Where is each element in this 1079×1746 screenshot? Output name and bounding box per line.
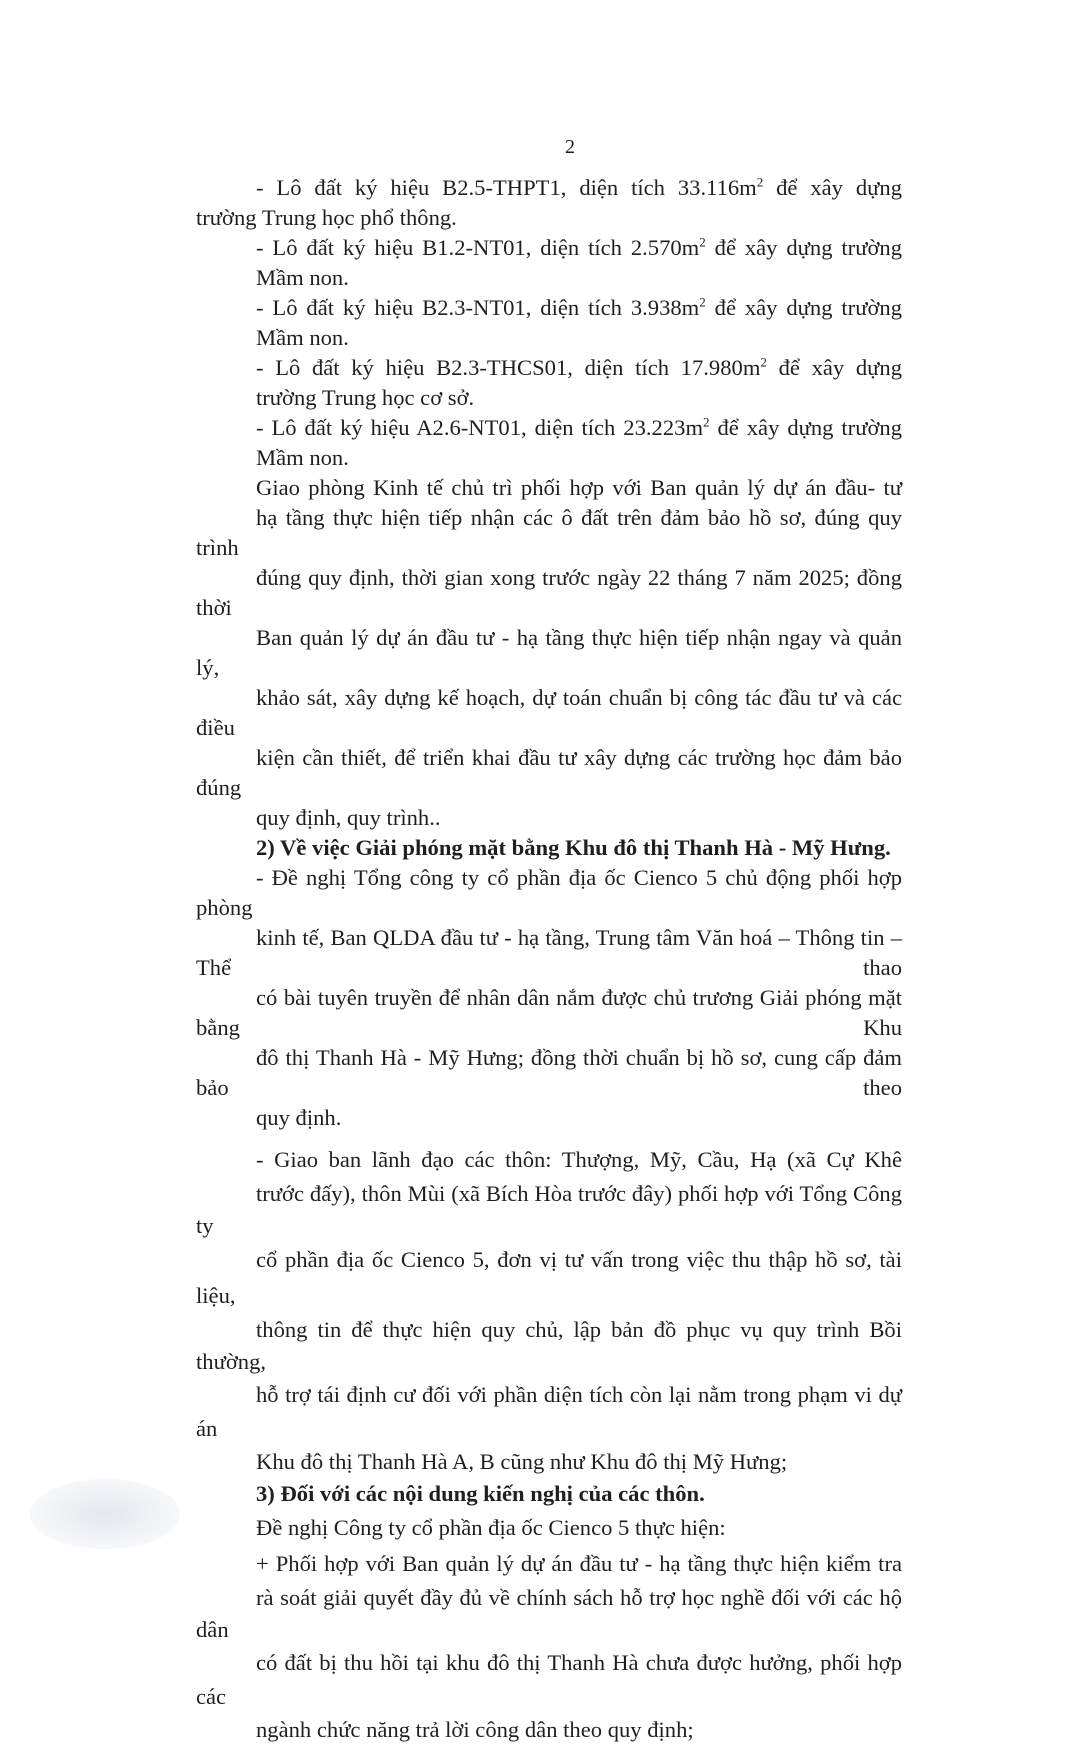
lot-item-line: Mầm non. — [256, 265, 349, 290]
plus-paragraph — [196, 1546, 902, 1746]
lot-item-line: trường Trung học phổ thông. — [196, 205, 457, 230]
paragraph-line: Khu đô thị Thanh Hà A, B cũng như Khu đô thị Mỹ Hưng; — [256, 1449, 788, 1474]
paragraph-line: trước đấy), thôn Mùi (xã Bích Hòa trước đây) phối hợp với Tổng Công ty — [196, 1181, 902, 1238]
document-body — [196, 173, 902, 1746]
paragraph-line: quy định. — [256, 1105, 342, 1130]
paragraph-line: hạ tầng thực hiện tiếp nhận các ô đất trên đảm bảo hồ sơ, đúng quy trình — [196, 505, 902, 560]
paragraph-line: - Giao ban lãnh đạo các thôn: Thượng, Mỹ, Cầu, Hạ (xã Cự Khê — [256, 1147, 902, 1172]
paragraph-line: Ban quản lý dự án đầu tư - hạ tầng thực hiện tiếp nhận ngay và quản lý, — [196, 625, 902, 680]
paragraph-line: thông tin để thực hiện quy chủ, lập bản đồ phục vụ quy trình Bồi thường, — [196, 1317, 902, 1374]
paragraph-line: khảo sát, xây dựng kế hoạch, dự toán chuẩn bị công tác đầu tư và các điều — [196, 685, 902, 740]
paragraph-line: kiện cần thiết, để triển khai đầu tư xây dựng các trường học đảm bảo đúng — [196, 745, 902, 800]
lot-item-line: Mầm non. — [256, 325, 349, 350]
paragraph-line: + Phối hợp với Ban quản lý dự án đầu tư - hạ tầng thực hiện kiểm tra — [256, 1551, 902, 1576]
paragraph-line: kinh tế, Ban QLDA đầu tư - hạ tầng, Trung tâm Văn hoá – Thông tin – Thể thao — [196, 925, 902, 980]
paragraph-line: cổ phần địa ốc Cienco 5, đơn vị tư vấn trong việc thu thập hồ sơ, tài liệu, — [196, 1247, 902, 1308]
lot-item-2 — [196, 233, 902, 293]
lot-item-4 — [196, 353, 902, 413]
cienco-paragraph — [196, 863, 902, 1133]
paragraph-line: ngành chức năng trả lời công dân theo quy định; — [256, 1717, 694, 1742]
paragraph-line: có bài tuyên truyền để nhân dân nắm được chủ trương Giải phóng mặt bằng Khu — [196, 985, 902, 1040]
lot-item-5 — [196, 413, 902, 473]
villages-paragraph — [196, 1142, 902, 1478]
paragraph-line: đô thị Thanh Hà - Mỹ Hưng; đồng thời chuẩn bị hồ sơ, cung cấp đảm bảo theo — [196, 1045, 902, 1100]
assignment-paragraph — [196, 473, 902, 833]
paragraph-line: có đất bị thu hồi tại khu đô thị Thanh Hà chưa được hưởng, phối hợp các — [196, 1650, 902, 1709]
paragraph-line: Giao phòng Kinh tế chủ trì phối hợp với Ban quản lý dự án đầu- tư — [256, 475, 902, 500]
lot-item-line: trường Trung học cơ sở. — [256, 385, 475, 410]
scan-shadow — [30, 1479, 180, 1549]
lot-item-line: Mầm non. — [256, 445, 349, 470]
request-paragraph: Đề nghị Công ty cổ phần địa ốc Cienco 5 thực hiện: — [256, 1515, 726, 1540]
paragraph-line: đúng quy định, thời gian xong trước ngày 22 tháng 7 năm 2025; đồng thời — [196, 565, 902, 620]
section-heading-2: 2) Về việc Giải phóng mặt bằng Khu đô thị Thanh Hà - Mỹ Hưng. — [256, 835, 891, 860]
section-heading-3: 3) Đối với các nội dung kiến nghị của các thôn. — [256, 1481, 705, 1506]
paragraph-line: quy định, quy trình.. — [256, 805, 441, 830]
page-number: 2 — [565, 136, 575, 158]
lot-item-line: - Lô đất ký hiệu B2.3-THCS01, diện tích $17.980m^2$ để xây dựng — [256, 354, 902, 380]
lot-item-line: - Lô đất ký hiệu B2.3-NT01, diện tích $3.938m^2$ để xây dựng trường — [256, 294, 902, 320]
paragraph-line: rà soát giải quyết đầy đủ về chính sách hỗ trợ học nghề đối với các hộ dân — [196, 1585, 902, 1642]
lot-item-3 — [196, 293, 902, 353]
paragraph-line: - Đề nghị Tổng công ty cổ phần địa ốc Cienco 5 chủ động phối hợp phòng — [196, 865, 902, 920]
lot-item-1 — [196, 173, 902, 233]
lot-item-line: - Lô đất ký hiệu A2.6-NT01, diện tích $23.223m^2$ để xây dựng trường — [256, 414, 902, 440]
paragraph-line: hỗ trợ tái định cư đối với phần diện tích còn lại nằm trong phạm vi dự án — [196, 1382, 902, 1441]
lot-item-line: - Lô đất ký hiệu B2.5-THPT1, diện tích $33.116m^2$ để xây dựng — [256, 174, 902, 200]
lot-item-line: - Lô đất ký hiệu B1.2-NT01, diện tích $2.570m^2$ để xây dựng trường — [256, 234, 902, 260]
